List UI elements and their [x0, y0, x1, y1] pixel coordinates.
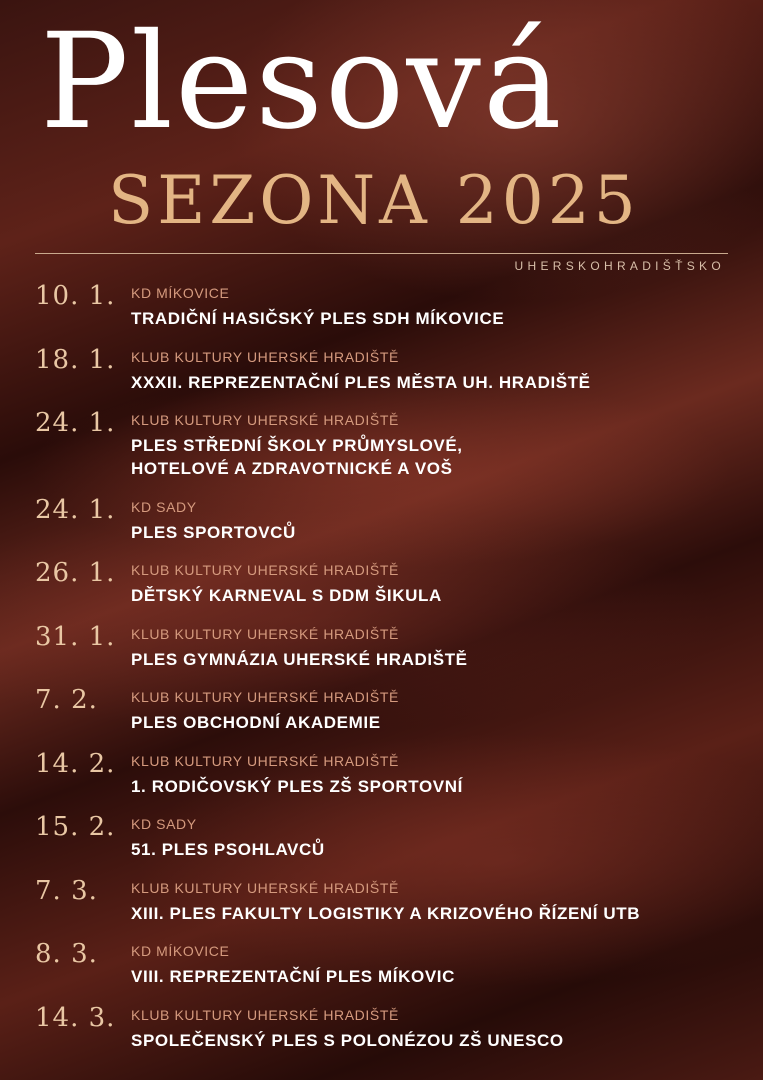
- event-venue: KLUB KULTURY UHERSKÉ HRADIŠTĚ: [131, 626, 399, 642]
- event-venue: KLUB KULTURY UHERSKÉ HRADIŠTĚ: [131, 753, 399, 769]
- event-date: 26. 1.: [35, 558, 116, 588]
- event-date: 15. 2.: [35, 812, 116, 842]
- event-name: [131, 584, 741, 607]
- poster-subtitle: SEZONA 2025: [108, 162, 640, 239]
- event-name: [131, 902, 741, 925]
- event-venue: KLUB KULTURY UHERSKÉ HRADIŠTĚ: [131, 1007, 399, 1023]
- event-date: 8. 3.: [35, 939, 98, 969]
- event-venue: KD MÍKOVICE: [131, 285, 230, 301]
- event-name-line: DĚTSKÝ KARNEVAL S DDM ŠIKULA: [131, 586, 442, 605]
- event-name-line: PLES STŘEDNÍ ŠKOLY PRŮMYSLOVÉ,: [131, 436, 463, 455]
- event-venue: KD SADY: [131, 499, 197, 515]
- event-venue: KLUB KULTURY UHERSKÉ HRADIŠTĚ: [131, 349, 399, 365]
- event-date: 14. 3.: [35, 1003, 116, 1033]
- event-date: 14. 2.: [35, 749, 116, 779]
- event-venue: KLUB KULTURY UHERSKÉ HRADIŠTĚ: [131, 412, 399, 428]
- event-date: 10. 1.: [35, 281, 116, 311]
- event-name: [131, 307, 741, 330]
- event-venue: KLUB KULTURY UHERSKÉ HRADIŠTĚ: [131, 562, 399, 578]
- event-name-line: 1. RODIČOVSKÝ PLES ZŠ SPORTOVNÍ: [131, 777, 463, 796]
- event-date: 7. 3.: [35, 876, 98, 906]
- event-name: [131, 434, 741, 480]
- event-name: [131, 711, 741, 734]
- event-name: [131, 775, 741, 798]
- event-name-line: PLES GYMNÁZIA UHERSKÉ HRADIŠTĚ: [131, 650, 468, 669]
- event-name: [131, 371, 741, 394]
- event-venue: KD SADY: [131, 816, 197, 832]
- event-date: 7. 2.: [35, 685, 98, 715]
- event-name: [131, 965, 741, 988]
- event-name-line: 51. PLES PSOHLAVCŮ: [131, 840, 325, 859]
- event-name: [131, 521, 741, 544]
- event-name-line: VIII. REPREZENTAČNÍ PLES MÍKOVIC: [131, 967, 455, 986]
- event-name: [131, 1029, 741, 1052]
- event-name-line: SPOLEČENSKÝ PLES S POLONÉZOU ZŠ UNESCO: [131, 1031, 564, 1050]
- event-name-line: XIII. PLES FAKULTY LOGISTIKY A KRIZOVÉHO ŘÍZENÍ UTB: [131, 904, 641, 923]
- event-name: [131, 838, 741, 861]
- region-label: UHERSKOHRADIŠŤSKO: [514, 259, 725, 273]
- event-venue: KLUB KULTURY UHERSKÉ HRADIŠTĚ: [131, 880, 399, 896]
- poster-title: Plesová: [40, 5, 564, 159]
- event-name-line: PLES OBCHODNÍ AKADEMIE: [131, 713, 381, 732]
- event-date: 24. 1.: [35, 495, 116, 525]
- event-name-line: PLES SPORTOVCŮ: [131, 523, 296, 542]
- event-venue: KD MÍKOVICE: [131, 943, 230, 959]
- event-name: [131, 648, 741, 671]
- event-date: 24. 1.: [35, 408, 116, 438]
- event-date: 18. 1.: [35, 345, 116, 375]
- event-name-line: XXXII. REPREZENTAČNÍ PLES MĚSTA UH. HRADIŠTĚ: [131, 373, 591, 392]
- event-name-line: TRADIČNÍ HASIČSKÝ PLES SDH MÍKOVICE: [131, 309, 505, 328]
- event-date: 31. 1.: [35, 622, 116, 652]
- event-name-line: HOTELOVÉ A ZDRAVOTNICKÉ A VOŠ: [131, 459, 453, 478]
- event-venue: KLUB KULTURY UHERSKÉ HRADIŠTĚ: [131, 689, 399, 705]
